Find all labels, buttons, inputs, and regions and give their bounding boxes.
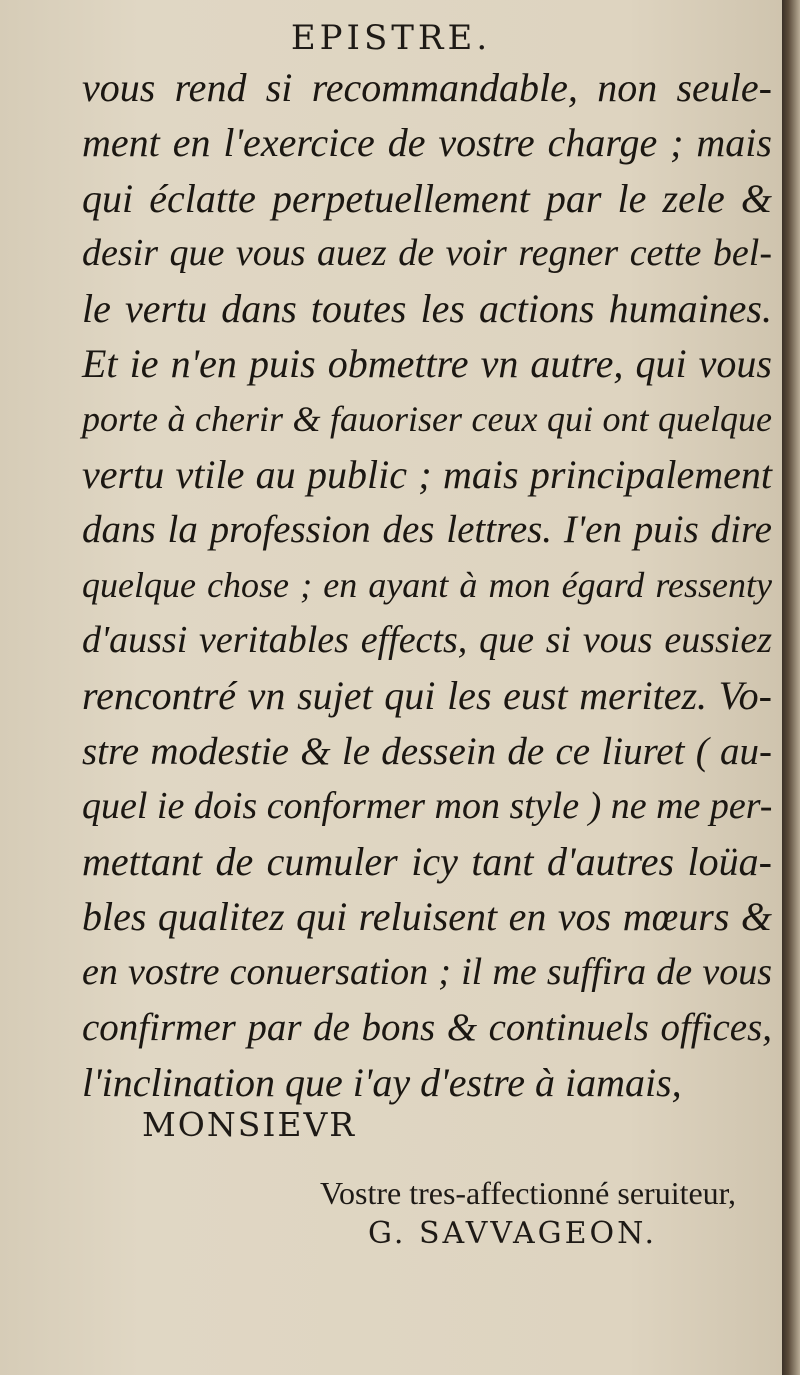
text-line: l'inclination que i'ay d'estre à iamais, <box>82 1060 682 1106</box>
signer-name: G. SAVVAGEON. <box>368 1216 657 1251</box>
text-line: confirmer par de bons & continuels offices, <box>82 1006 772 1050</box>
book-gutter <box>782 0 800 1375</box>
text-line: vous rend si recommandable, non seule- <box>82 65 772 110</box>
letter-body <box>82 60 772 1111</box>
text-line: desir que vous auez de voir regner cette bel- <box>82 231 772 274</box>
subscription-line: Vostre tres-affectionné seruiteur, <box>320 1175 737 1211</box>
signature-block <box>320 1175 780 1251</box>
text-line: ment en l'exercice de vostre charge ; mais <box>82 120 772 166</box>
salutation: MONSIEVR <box>142 1105 357 1144</box>
text-line: le vertu dans toutes les actions humaines. <box>82 286 772 332</box>
text-line: dans la profession des lettres. I'en puis dire <box>82 508 772 552</box>
text-line: d'aussi veritables effects, que si vous eussiez <box>82 618 772 661</box>
running-title: EPISTRE. <box>290 18 492 58</box>
text-line: bles qualitez qui reluisent en vos mœurs & <box>82 894 772 940</box>
text-line: vertu vtile au public ; mais principalement <box>82 452 772 498</box>
text-line: porte à cherir & fauoriser ceux qui ont quelque <box>82 398 772 439</box>
text-line: stre modestie & le dessein de ce liuret ( au- <box>82 729 772 773</box>
text-line: quelque chose ; en ayant à mon égard ressenty <box>82 564 772 605</box>
text-line: en vostre conuersation ; il me suffira de vous <box>82 950 772 993</box>
text-line: mettant de cumuler icy tant d'autres loüa- <box>82 839 772 885</box>
text-line: quel ie dois conformer mon style ) ne me per- <box>82 784 773 827</box>
text-line: rencontré vn sujet qui les eust meritez. Vo- <box>82 673 772 719</box>
text-line: Et ie n'en puis obmettre vn autre, qui vous <box>82 341 772 387</box>
text-line: qui éclatte perpetuellement par le zele & <box>82 175 772 221</box>
